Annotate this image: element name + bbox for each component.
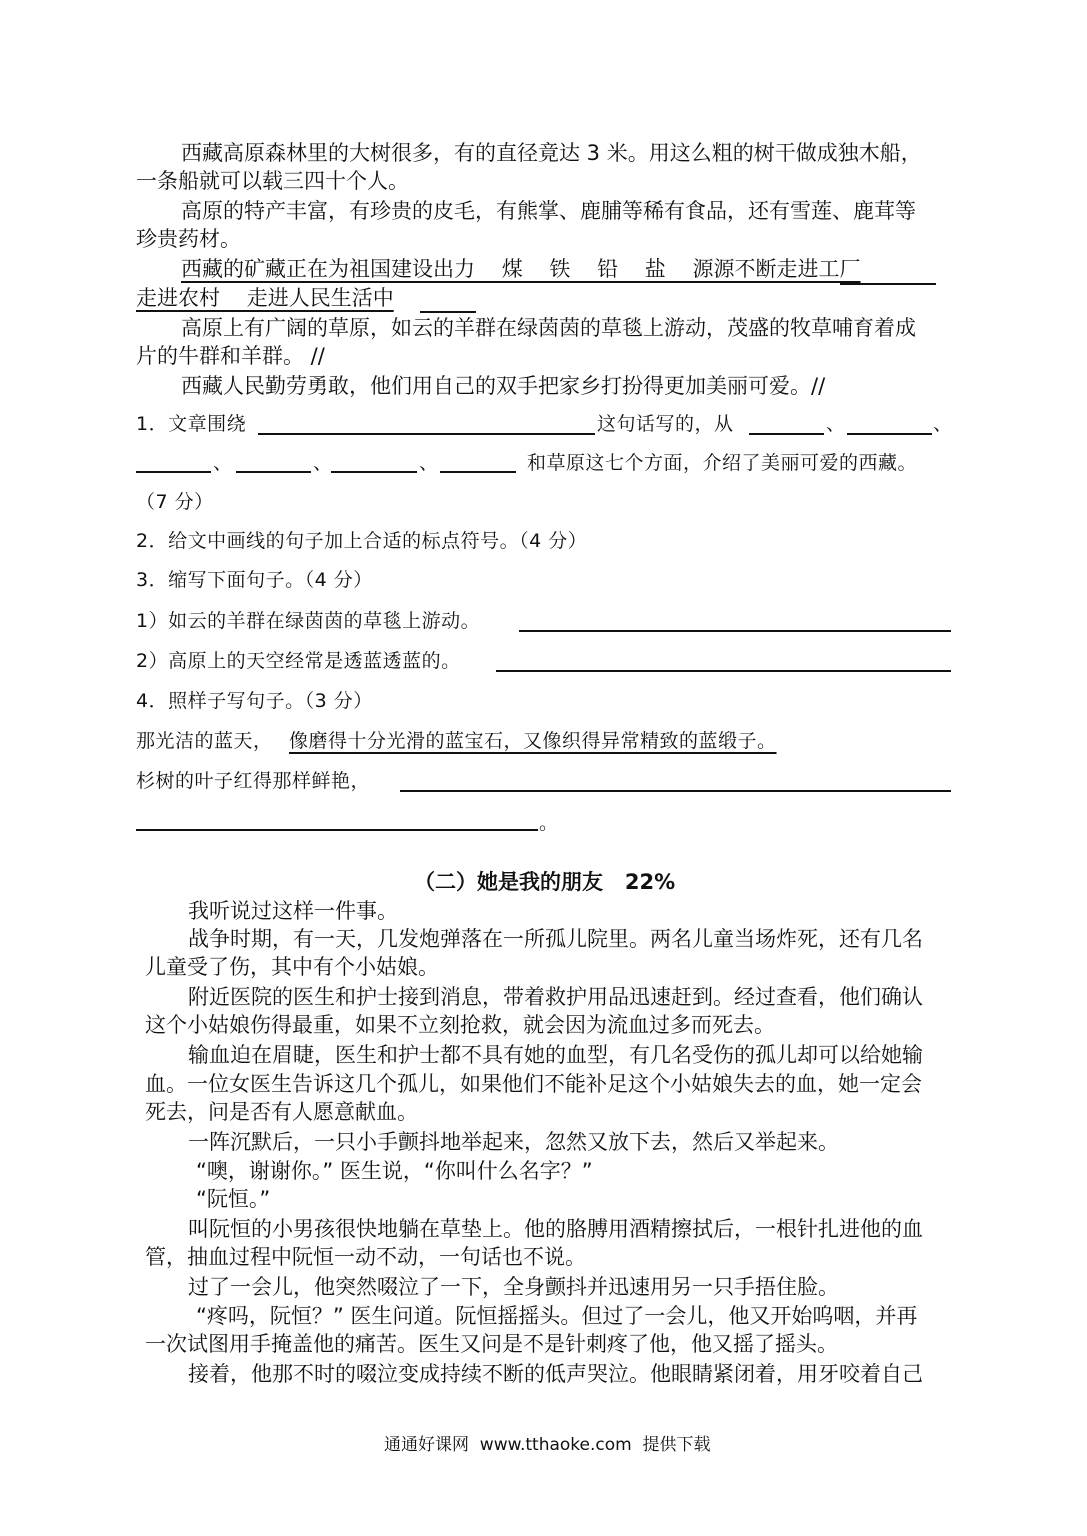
passage1-p4-line1: 高原上有广阔的草原，如云的羊群在绿茵茵的草毯上游动，茂盛的牧草哺育着成 <box>181 316 916 340</box>
section2-line: “噢，谢谢你。” 医生说，“你叫什么名字？” <box>196 1159 593 1183</box>
q3-item2: 2）高原上的天空经常是透蓝透蓝的。 <box>136 650 461 672</box>
q1-answer-blank-3[interactable] <box>136 471 211 473</box>
section2-line: “阮恒。” <box>196 1187 271 1211</box>
section2-line: 附近医院的医生和护士接到消息，带着救护用品迅速赶到。经过查看，他们确认 <box>188 985 923 1009</box>
section2-line: 接着，他那不时的啜泣变成持续不断的低声哭泣。他眼睛紧闭着，用牙咬着自己 <box>188 1362 923 1386</box>
q4-answer-line-1[interactable] <box>400 790 951 792</box>
section2-line: 一次试图用手掩盖他的痛苦。医生又问是不是针刺疼了他，他又摇了摇头。 <box>145 1332 838 1356</box>
section2-line: 叫阮恒的小男孩很快地躺在草垫上。他的胳膊用酒精擦拭后，一根针扎进他的血 <box>188 1217 923 1241</box>
q2-text: 2．给文中画线的句子加上合适的标点符号。（4 分） <box>136 530 588 552</box>
section2-line: 血。一位女医生告诉这几个孤儿，如果他们不能补足这个小姑娘失去的血，她一定会 <box>145 1072 922 1096</box>
footer-source: 通通好课网 www.tthaoke.com 提供下载 <box>384 1435 711 1455</box>
section2-line: 战争时期，有一天，几发炮弹落在一所孤儿院里。两名儿童当场炸死，还有几名 <box>188 927 923 951</box>
section2-line: 死去，问是否有人愿意献血。 <box>145 1100 418 1124</box>
passage1-p2-line2: 珍贵药材。 <box>136 227 241 251</box>
section2-line: 一阵沉默后，一只小手颤抖地举起来，忽然又放下去，然后又举起来。 <box>188 1130 839 1154</box>
q1-suffix: 和草原这七个方面，介绍了美丽可爱的西藏。 <box>527 452 918 474</box>
section2-line: 输血迫在眉睫，医生和护士都不具有她的血型，有几名受伤的孤儿却可以给她输 <box>188 1043 923 1067</box>
q1-prefix: 1．文章围绕 <box>136 413 247 435</box>
section2-line: 儿童受了伤，其中有个小姑娘。 <box>145 955 439 979</box>
passage1-p1-line1: 西藏高原森林里的大树很多，有的直径竟达 3 米。用这么粗的树干做成独木船， <box>181 141 922 165</box>
q3-item1-answer-line[interactable] <box>519 630 951 632</box>
section2-line: 管，抽血过程中阮恒一动不动，一句话也不说。 <box>145 1245 586 1269</box>
q1-answer-blank-topic[interactable] <box>258 433 595 435</box>
q1-answer-blank-1[interactable] <box>749 433 824 435</box>
section2-line: 我听说过这样一件事。 <box>188 899 398 923</box>
underline-extension <box>420 311 476 313</box>
q4-end-period: 。 <box>539 812 559 834</box>
passage1-p1-line2: 一条船就可以载三四十个人。 <box>136 169 409 193</box>
passage1-underlined-sentence-line2: 走进农村 走进人民生活中 <box>136 286 394 310</box>
q3-item2-answer-line[interactable] <box>496 670 951 672</box>
q1-separator: 、 <box>933 413 953 435</box>
q1-separator: 、 <box>826 413 846 435</box>
q1-separator: 、 <box>213 452 233 474</box>
q4-example-start: 那光洁的蓝天， <box>136 730 273 752</box>
q4-answer-line-2[interactable] <box>136 829 538 831</box>
q4-example-underlined: 像磨得十分光滑的蓝宝石，又像织得异常精致的蓝缎子。 <box>289 730 777 752</box>
q1-separator: 、 <box>313 452 333 474</box>
q1-middle-text: 这句话写的，从 <box>597 413 734 435</box>
q4-text: 4．照样子写句子。（3 分） <box>136 690 373 712</box>
q4-prompt: 杉树的叶子红得那样鲜艳， <box>136 770 371 792</box>
q3-item1: 1）如云的羊群在绿茵茵的草毯上游动。 <box>136 610 481 632</box>
section2-title: （二）她是我的朋友 22% <box>414 870 676 894</box>
q1-separator: 、 <box>419 452 439 474</box>
q1-answer-blank-5[interactable] <box>331 471 417 473</box>
q3-text: 3．缩写下面句子。（4 分） <box>136 569 373 591</box>
section2-line: 这个小姑娘伤得最重，如果不立刻抢救，就会因为流血过多而死去。 <box>145 1013 775 1037</box>
passage1-p2-line1: 高原的特产丰富，有珍贵的皮毛，有熊掌、鹿脯等稀有食品，还有雪莲、鹿茸等 <box>181 199 916 223</box>
q1-answer-blank-6[interactable] <box>440 471 516 473</box>
q1-answer-blank-4[interactable] <box>236 471 311 473</box>
passage1-p5-line1: 西藏人民勤劳勇敢，他们用自己的双手把家乡打扮得更加美丽可爱。// <box>181 374 826 398</box>
underline-extension <box>840 283 936 285</box>
section2-line: 过了一会儿，他突然啜泣了一下，全身颤抖并迅速用另一只手捂住脸。 <box>188 1275 839 1299</box>
passage1-underlined-sentence-line1: 西藏的矿藏正在为祖国建设出力 煤 铁 铅 盐 源源不断走进工厂 <box>181 257 861 281</box>
passage1-p4-line2: 片的牛群和羊群。 // <box>136 344 325 368</box>
section2-line: “疼吗，阮恒？” 医生问道。阮恒摇摇头。但过了一会儿，他又开始呜咽，并再 <box>196 1304 918 1328</box>
q1-answer-blank-2[interactable] <box>847 433 932 435</box>
q1-score: （7 分） <box>136 491 214 513</box>
